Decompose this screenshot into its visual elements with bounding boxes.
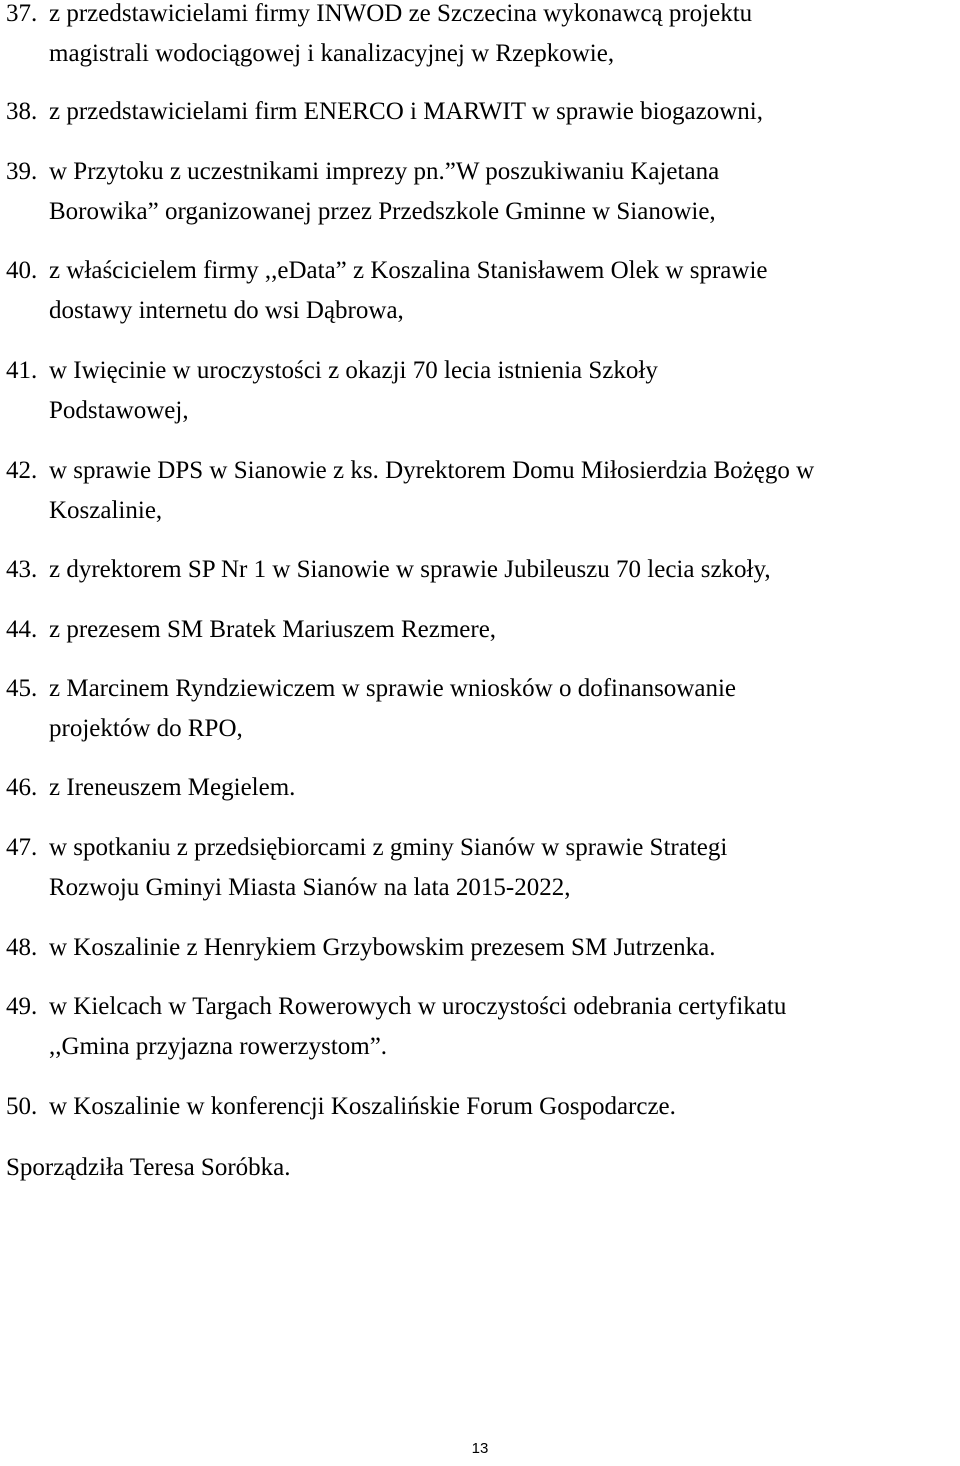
item-number: 39. [6, 158, 38, 185]
item-text: z prezesem SM Bratek Mariuszem Rezmere, [49, 616, 497, 643]
item-text: projektów do RPO, [49, 715, 243, 742]
item-number: 43. [6, 556, 38, 583]
item-number: 45. [6, 675, 38, 702]
item-number: 37. [6, 0, 38, 27]
item-text: w Koszalinie w konferencji Koszalińskie Forum Gospodarcze. [49, 1093, 676, 1120]
item-number: 42. [6, 457, 38, 484]
page-number: 13 [471, 1440, 489, 1457]
item-text: z Marcinem Ryndziewiczem w sprawie wniosków o dofinansowanie [49, 675, 736, 702]
item-text: Koszalinie, [49, 497, 163, 524]
item-text: magistrali wodociągowej i kanalizacyjnej w Rzepkowie, [49, 40, 615, 67]
item-text: ,,Gmina przyjazna rowerzystom”. [49, 1033, 388, 1060]
item-text: z przedstawicielami firmy INWOD ze Szczecina wykonawcą projektu [49, 0, 753, 27]
item-text: w Koszalinie z Henrykiem Grzybowskim prezesem SM Jutrzenka. [49, 934, 716, 961]
item-text: z przedstawicielami firm ENERCO i MARWIT w sprawie biogazowni, [49, 98, 763, 125]
item-number: 38. [6, 98, 38, 125]
item-number: 48. [6, 934, 38, 961]
item-text: Rozwoju Gminyi Miasta Sianów na lata 2015-2022, [49, 874, 571, 901]
item-number: 49. [6, 993, 38, 1020]
item-text: Borowika” organizowanej przez Przedszkole Gminne w Sianowie, [49, 198, 716, 225]
item-text: z dyrektorem SP Nr 1 w Sianowie w sprawie Jubileuszu 70 lecia szkoły, [49, 556, 771, 583]
item-number: 40. [6, 257, 38, 284]
item-text: z właścicielem firmy ,,eData” z Koszalina Stanisławem Olek w sprawie [49, 257, 768, 284]
item-number: 46. [6, 774, 38, 801]
signature-line: Sporządziła Teresa Soróbka. [6, 1154, 291, 1181]
item-text: w Iwięcinie w uroczystości z okazji 70 lecia istnienia Szkoły [49, 357, 658, 384]
item-text: dostawy internetu do wsi Dąbrowa, [49, 297, 404, 324]
item-number: 44. [6, 616, 38, 643]
item-text: w spotkaniu z przedsiębiorcami z gminy Sianów w sprawie Strategi [49, 834, 728, 861]
item-text: w Przytoku z uczestnikami imprezy pn.”W poszukiwaniu Kajetana [49, 158, 720, 185]
item-text: w sprawie DPS w Sianowie z ks. Dyrektorem Domu Miłosierdzia Bożęgo w [49, 457, 815, 484]
item-text: Podstawowej, [49, 397, 189, 424]
item-text: w Kielcach w Targach Rowerowych w uroczystości odebrania certyfikatu [49, 993, 787, 1020]
item-text: z Ireneuszem Megielem. [49, 774, 296, 801]
item-number: 47. [6, 834, 38, 861]
item-number: 41. [6, 357, 38, 384]
item-number: 50. [6, 1093, 38, 1120]
